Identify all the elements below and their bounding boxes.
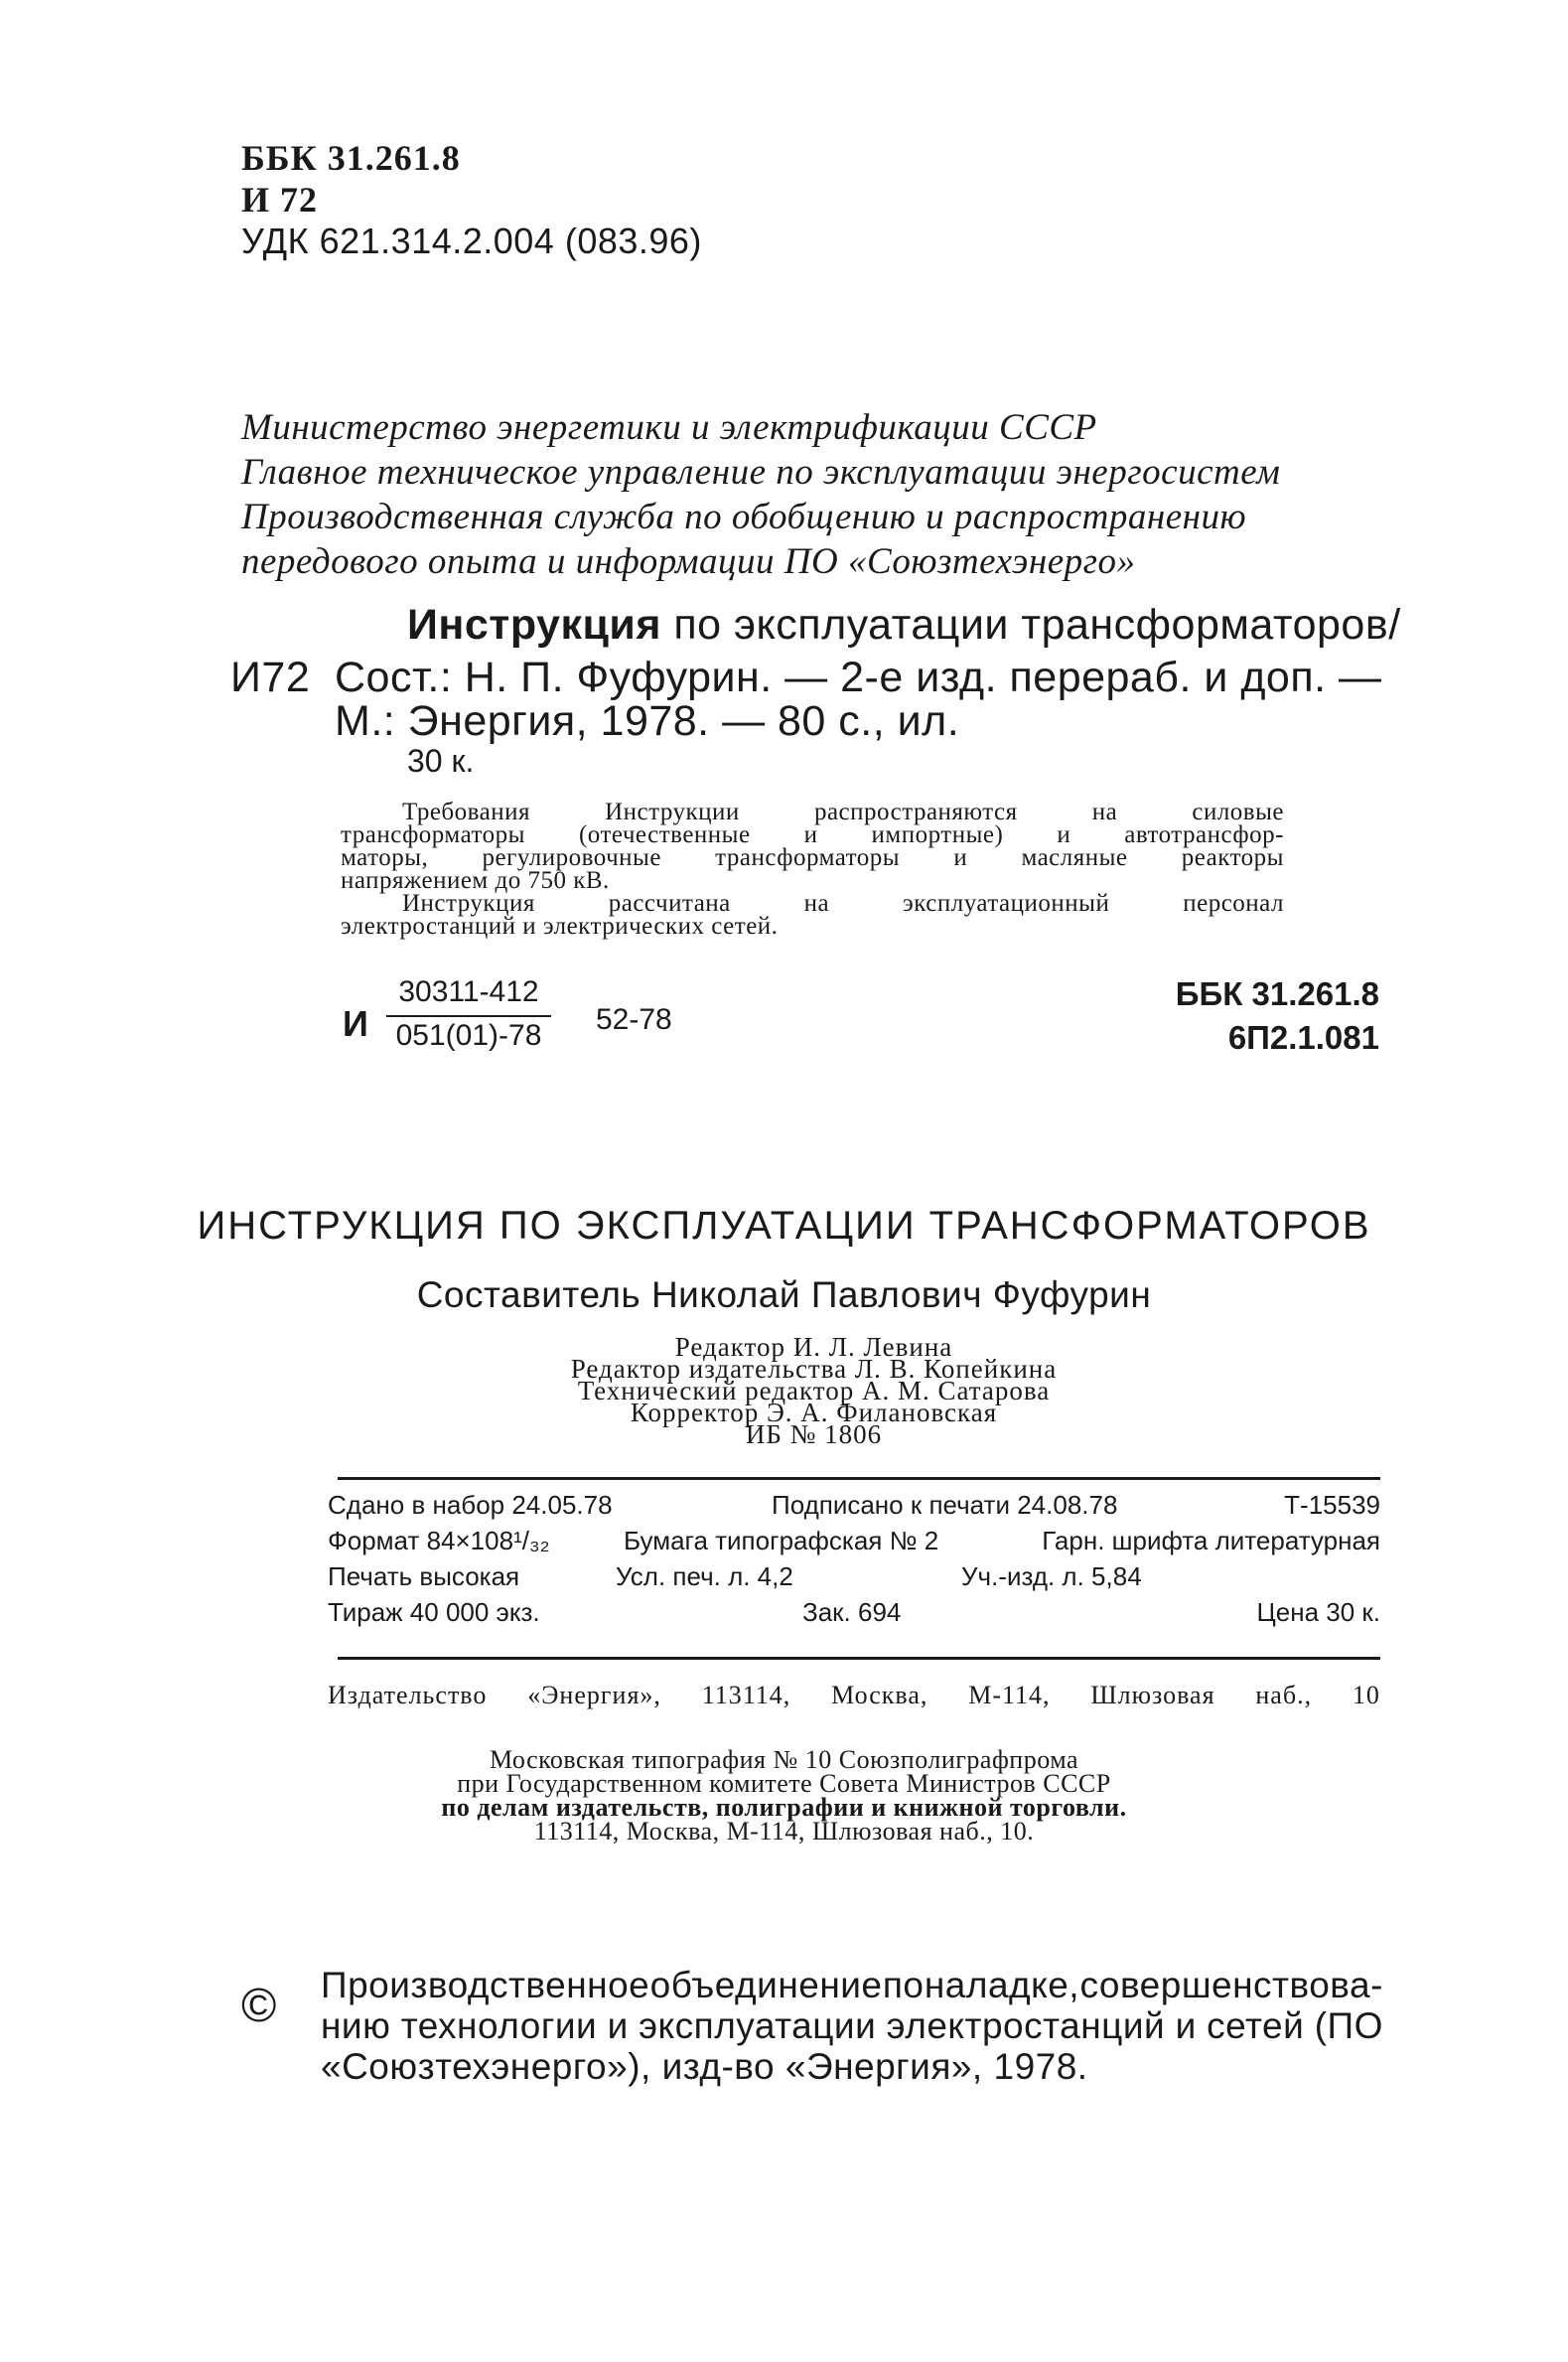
- spec-usl-pech: Усл. печ. л. 4,2: [616, 1561, 793, 1591]
- specs-row: [328, 1490, 1380, 1526]
- entry-index: И72: [230, 654, 311, 701]
- spec-order: Зак. 694: [802, 1597, 902, 1627]
- spec-circulation: Тираж 40 000 экз.: [328, 1597, 540, 1627]
- editor-line: ИБ № 1806: [745, 1419, 883, 1449]
- entry-line-3: М.: Энергия, 1978. — 80 с., ил.: [335, 697, 960, 745]
- printing-line: Московская типография № 10 Союзполиграфпрома: [489, 1745, 1079, 1774]
- annotation-line: Требования Инструкции распространяются на силовые: [402, 799, 1284, 825]
- spec-t-number: Т-15539: [1284, 1490, 1380, 1520]
- catalog-number: 52-78: [596, 1003, 672, 1036]
- printing-line: по делам издательств, полиграфии и книжной торговли.: [441, 1793, 1127, 1822]
- entry-title-line: [407, 601, 1401, 650]
- printing-line: 113114, Москва, М-114, Шлюзовая наб., 10.: [533, 1817, 1035, 1845]
- bbk-code: ББК 31.261.8: [241, 138, 461, 178]
- bbk-right-2: 6П2.1.081: [1227, 1019, 1379, 1056]
- catalog-numerator: 30311-412: [398, 975, 539, 1008]
- spec-typeface: Гарн. шрифта литературная: [1042, 1526, 1380, 1555]
- copyright-line: Производственное объединение по наладке, совершенствова-: [321, 1965, 1383, 2005]
- spec-uch-izd: Уч.-изд. л. 5,84: [961, 1561, 1142, 1591]
- copyright-line: нию технологии и эксплуатации электростанций и сетей (ПО: [321, 2005, 1383, 2046]
- colophon-title: ИНСТРУКЦИЯ ПО ЭКСПЛУАТАЦИИ ТРАНСФОРМАТОРОВ: [197, 1204, 1371, 1248]
- divider: [338, 1477, 1380, 1480]
- spec-print-type: Печать высокая: [328, 1561, 520, 1591]
- ministry-line: Производственная служба по обобщению и распространению: [241, 497, 1247, 537]
- editor-line: Редактор И. Л. Левина: [674, 1332, 953, 1362]
- fraction-bar: [386, 1015, 551, 1017]
- printing-line: при Государственном комитете Совета Министров СССР: [457, 1769, 1111, 1798]
- specs-row: [328, 1561, 1380, 1597]
- ministry-line: передового опыта и информации ПО «Союзтехэнерго»: [241, 541, 1136, 582]
- specs-row: [328, 1526, 1380, 1561]
- entry-line-2: Сост.: Н. П. Фуфурин. — 2-е изд. перераб. и доп. —: [335, 654, 1382, 701]
- annotation-line: Инструкция рассчитана на эксплуатационный персонал: [402, 890, 1284, 917]
- editor-line: Технический редактор А. М. Сатарова: [577, 1376, 1051, 1405]
- editor-line: Редактор издательства Л. В. Копейкина: [570, 1354, 1058, 1384]
- spec-submitted: Сдано в набор 24.05.78: [328, 1490, 613, 1520]
- copyright-text: [321, 1965, 1383, 2087]
- copyright-line: «Союзтехэнерго»), изд-во «Энергия», 1978.: [321, 2046, 1088, 2087]
- udk-code: УДК 621.314.2.004 (083.96): [241, 221, 702, 261]
- spec-price: Цена 30 к.: [1256, 1597, 1380, 1627]
- index-code: И 72: [241, 180, 319, 220]
- catalog-letter: И: [343, 1003, 368, 1044]
- spec-format: Формат 84×108¹/₃₂: [328, 1526, 550, 1555]
- annotation: [341, 801, 1284, 938]
- editor-line: Корректор Э. А. Филановская: [630, 1398, 998, 1427]
- editors-block: [0, 1332, 1568, 1449]
- annotation-line: электростанций и электрических сетей.: [341, 913, 779, 940]
- catalog-denominator: 051(01)-78: [395, 1019, 542, 1052]
- printing-block: [0, 1745, 1568, 1845]
- ministry-block: [241, 405, 1280, 584]
- specs-row: [328, 1597, 1380, 1633]
- annotation-line: напряжением до 750 кВ.: [341, 867, 610, 894]
- ministry-line: Министерство энергетики и электрификации СССР: [241, 407, 1097, 448]
- spec-signed: Подписано к печати 24.08.78: [772, 1490, 1118, 1520]
- entry-price: 30 к.: [407, 743, 475, 779]
- annotation-line: маторы, регулировочные трансформаторы и масляные реакторы: [341, 844, 1284, 871]
- ministry-line: Главное техническое управление по эксплуатации энергосистем: [241, 452, 1281, 493]
- spec-paper: Бумага типографская № 2: [624, 1526, 939, 1555]
- entry-title-bold: Инструкция: [407, 601, 661, 649]
- colophon-compiler: Составитель Николай Павлович Фуфурин: [416, 1274, 1152, 1315]
- divider: [338, 1657, 1380, 1660]
- entry-title-rest: по эксплуатации трансформаторов/: [660, 601, 1401, 649]
- bbk-right-1: ББК 31.261.8: [1175, 975, 1379, 1012]
- annotation-line: трансформаторы (отечественные и импортные) и автотрансфор-: [341, 821, 1284, 848]
- publisher-line: Издательство «Энергия», 113114, Москва, М-114, Шлюзовая наб., 10: [328, 1681, 1380, 1709]
- copyright-icon: ©: [241, 1980, 277, 2032]
